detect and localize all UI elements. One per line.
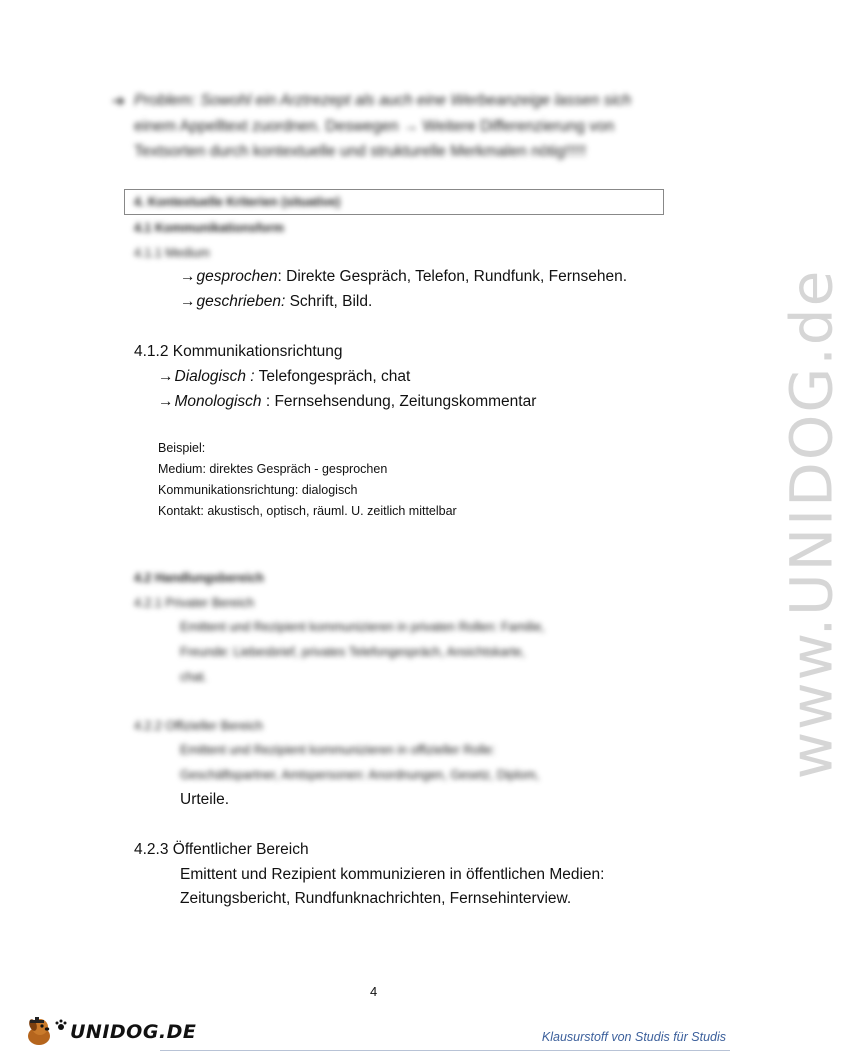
unidog-logo [22,1014,196,1050]
arrow-icon: → [180,293,196,310]
private-line-2: Freunde: Liebesbrief, privates Telefongespräch, Ansichtskarte, [180,645,526,659]
heading-4-2: 4.2 Handlungsbereich [134,571,264,585]
heading-4-2-3: 4.2.3 Öffentlicher Bereich [134,841,309,858]
logo-text: UNIDOG.DE [70,1021,197,1043]
written-key: geschrieben: [196,293,286,310]
arrow-bullet-icon: ➔ [112,93,125,110]
example-line-1: Medium: direktes Gespräch - gesprochen [158,462,388,476]
dialog-key: Dialogisch : [174,368,255,385]
spoken-value: : Direkte Gespräch, Telefon, Rundfunk, Fernsehen. [277,268,628,285]
footer-tagline: Klausurstoff von Studis für Studis [541,1030,726,1044]
heading-4-1: 4.1 Kommunikationsform [134,221,285,235]
medium-written-line [180,293,372,311]
dog-mascot-icon [22,1015,56,1049]
medium-spoken-line [180,268,627,286]
heading-4-2-2: 4.2.2 Offizieller Bereich [134,719,263,733]
mono-value: : Fernsehsendung, Zeitungskommentar [261,393,537,410]
heading-4-1-2: 4.1.2 Kommunikationsrichtung [134,343,343,360]
problem-line-1: Problem: Sowohl ein Arztrezept als auch eine Werbeanzeige lassen sich [134,92,632,109]
public-line-1: Emittent und Rezipient kommunizieren in öffentlichen Medien: [180,866,605,883]
example-line-3: Kontakt: akustisch, optisch, räuml. U. zeitlich mittelbar [158,504,457,518]
paw-icon [54,1018,68,1032]
page-number: 4 [370,984,378,999]
heading-4-1-1: 4.1.1 Medium [134,246,210,260]
official-line-2: Geschäftspartner, Amtspersonen: Anordnungen, Gesetz, Diplom, [180,768,540,782]
arrow-icon: → [158,393,174,410]
private-line-1: Emittent und Rezipient kommunizieren in privaten Rollen: Familie, [180,620,545,634]
footer-divider [160,1050,730,1051]
section-heading: 4. Kontextuelle Kriterien (situative) [134,195,341,209]
public-line-2: Zeitungsbericht, Rundfunknachrichten, Fernsehinterview. [180,890,572,907]
example-label: Beispiel: [158,441,206,455]
official-line-1: Emittent und Rezipient kommunizieren in offizieller Rolle: [180,743,496,757]
problem-line-2: einem Appelltext zuordnen. Deswegen → Weitere Differenzierung von [134,118,615,135]
direction-dialog-line [158,368,410,386]
spoken-key: gesprochen [196,268,278,285]
dialog-value: Telefongespräch, chat [254,368,411,385]
mono-key: Monologisch [174,393,262,410]
example-line-2: Kommunikationsrichtung: dialogisch [158,483,358,497]
arrow-icon: → [180,268,196,285]
direction-mono-line [158,393,536,411]
arrow-icon: → [158,368,174,385]
problem-line-3: Textsorten durch kontextuelle und strukturelle Merkmalen nötig!!!!! [134,143,587,160]
watermark-text: www.UNIDOG.de [777,268,845,780]
official-line-3: Urteile. [180,791,230,808]
written-value: Schrift, Bild. [285,293,373,310]
private-line-3: chat. [180,670,208,684]
heading-4-2-1: 4.2.1 Privater Bereich [134,596,255,610]
